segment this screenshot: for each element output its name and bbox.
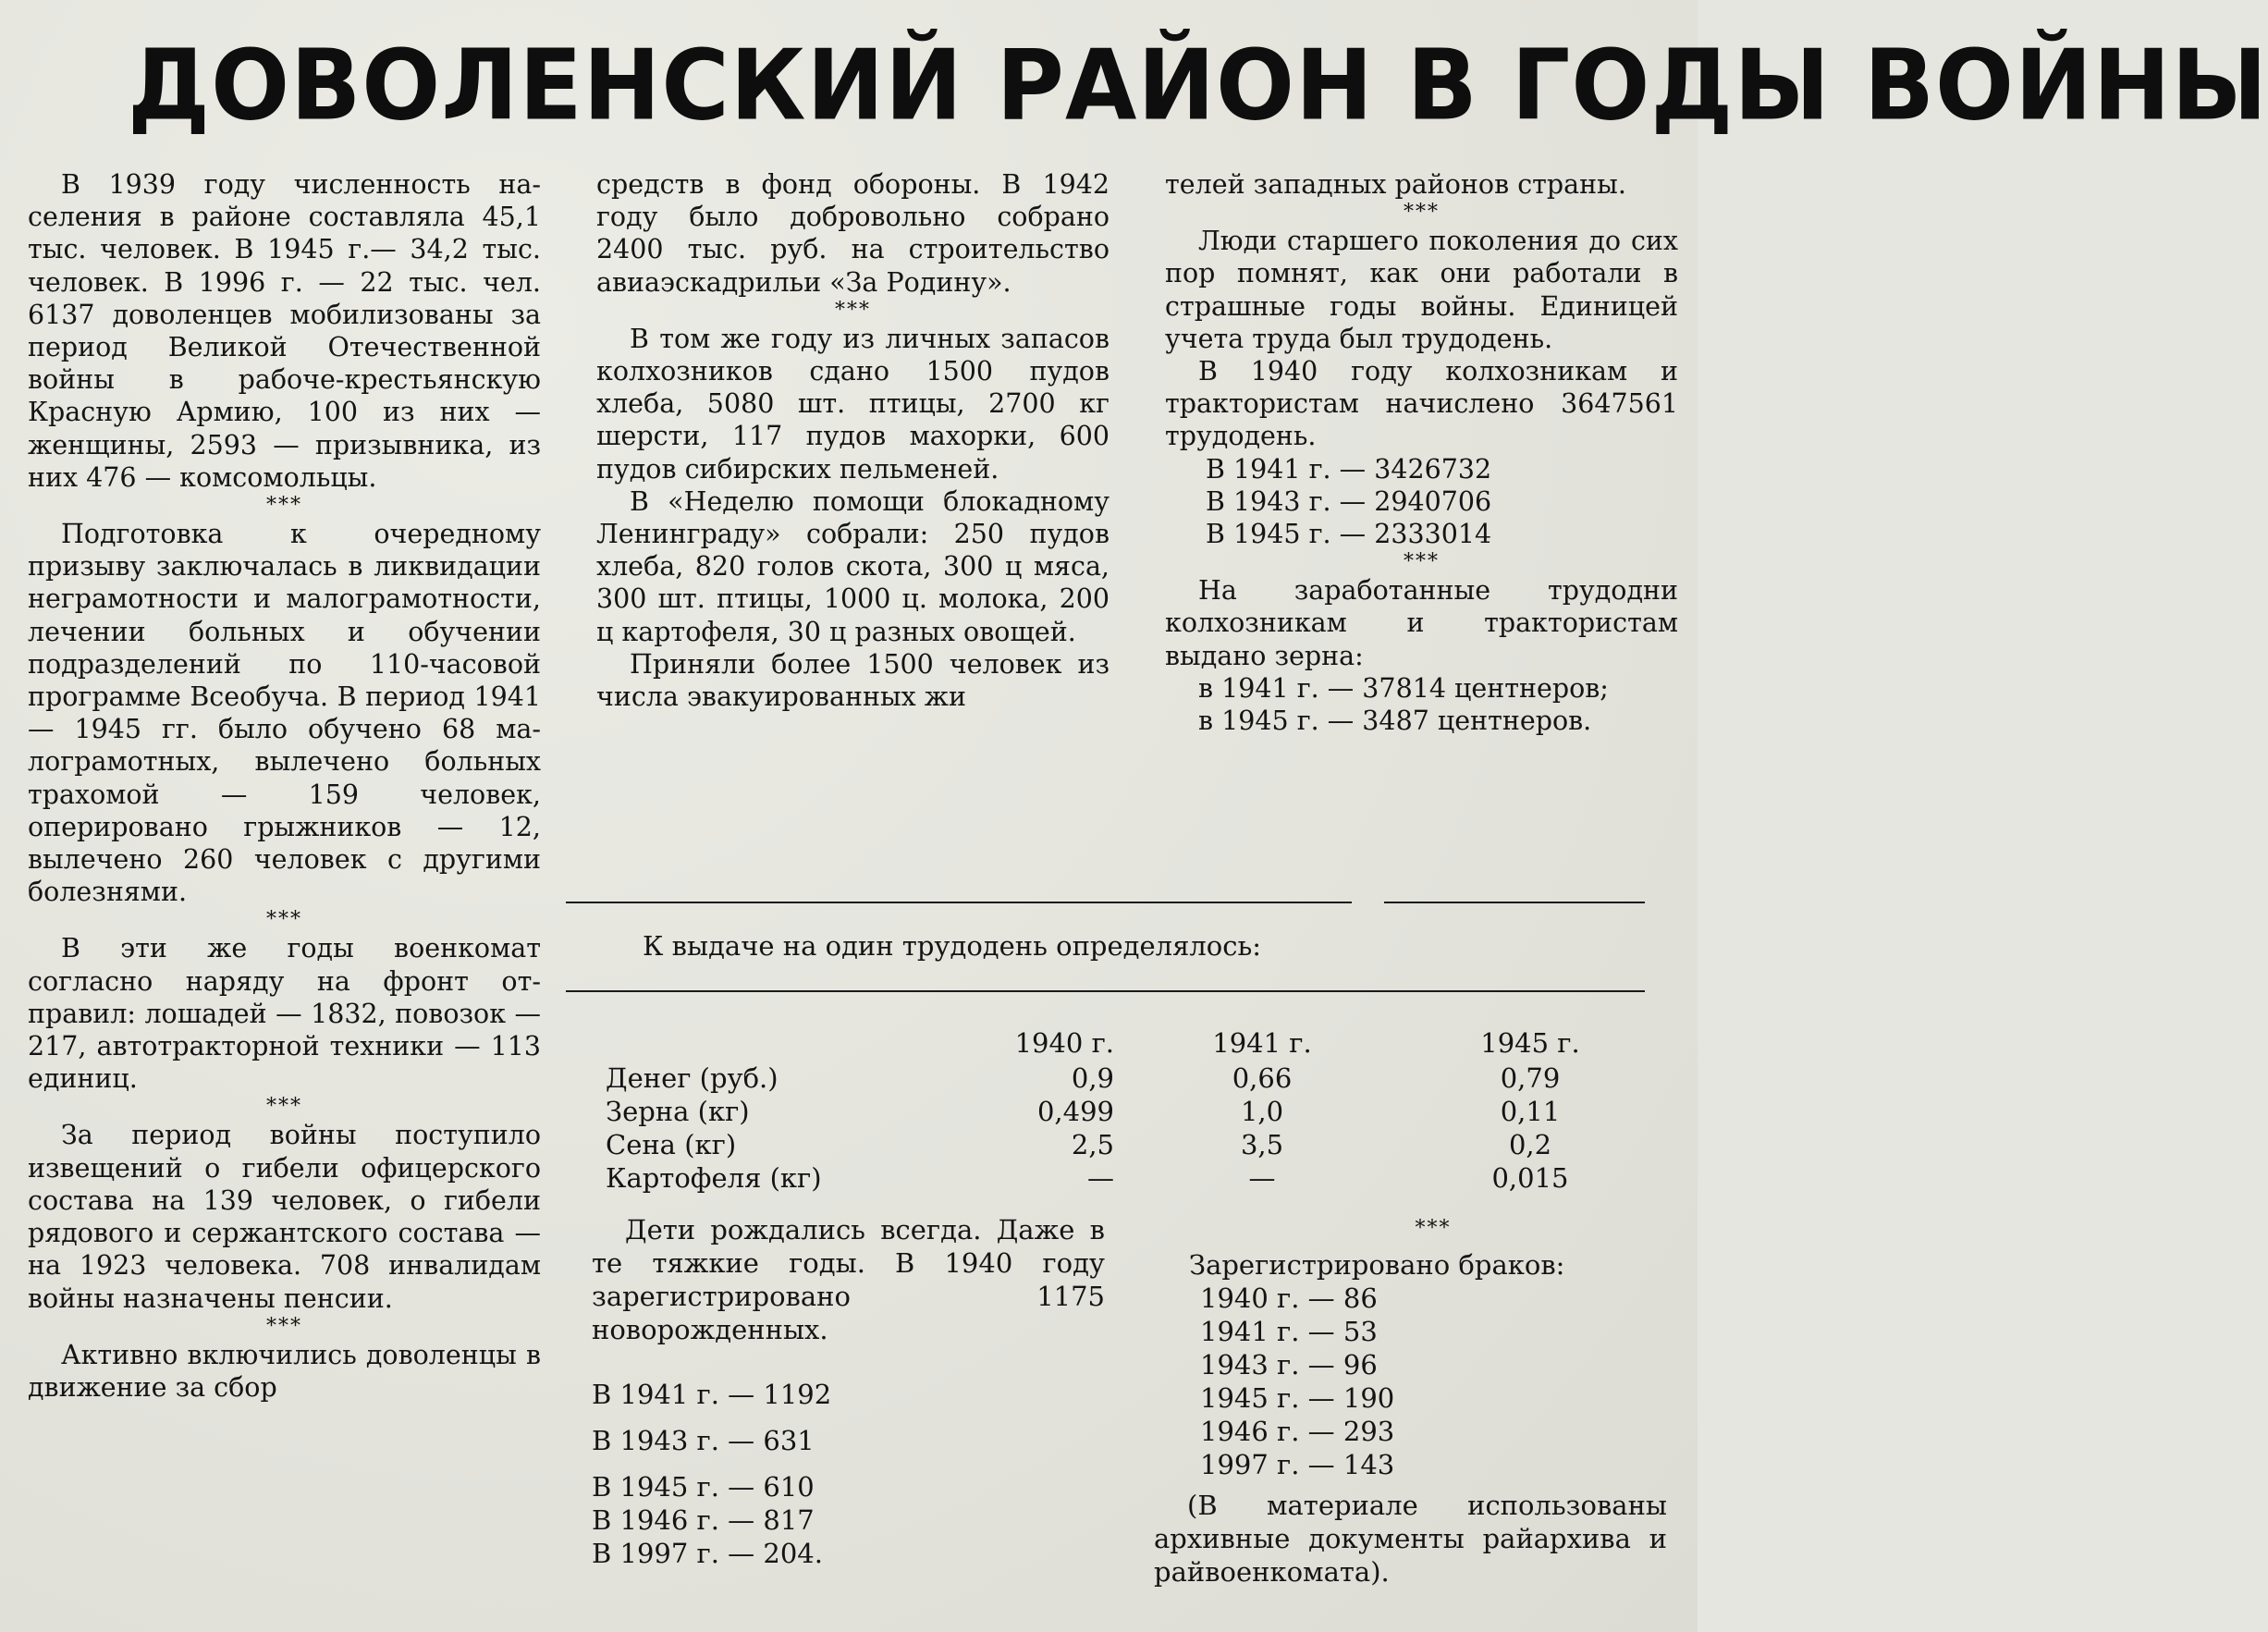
table-cell: 0,499	[1036, 1096, 1114, 1127]
marriages-title: Зарегистрировано браков:	[1189, 1249, 1565, 1281]
paragraph-fund-start: Активно включились доволенцы в движение за сбор	[28, 1339, 541, 1403]
separator-stars: ***	[835, 298, 871, 322]
list-item: В 1946 г. — 817	[592, 1504, 815, 1536]
table-cell: Денег (руб.)	[606, 1062, 778, 1094]
table-caption: К выдаче на один трудодень определялось:	[643, 930, 1262, 962]
list-item: В 1943 г. — 631	[592, 1425, 815, 1456]
marriages-block	[1189, 1248, 1670, 1481]
table-header-cell: 1941 г.	[1212, 1027, 1312, 1059]
table-row	[606, 1061, 1650, 1095]
paragraph-workday-1940: В 1940 году колхозникам и трактористам начислено 3647561 трудодень.	[1165, 356, 1678, 452]
paragraph-grain-1941: в 1941 г. — 37814 центнеров;	[1198, 672, 1609, 704]
list-item: 1945 г. — 190	[1200, 1382, 1395, 1414]
separator-stars: ***	[1404, 550, 1440, 574]
separator-stars: ***	[266, 908, 302, 932]
divider-rule	[566, 902, 1352, 903]
list-item: В 1997 г. — 204.	[592, 1538, 823, 1569]
sources-note	[1154, 1489, 1667, 1589]
table-cell: —	[1087, 1162, 1114, 1194]
list-item: 1943 г. — 96	[1200, 1349, 1378, 1380]
separator-stars: ***	[1404, 201, 1440, 225]
column-2	[596, 168, 1109, 713]
table-cell: Сена (кг)	[606, 1129, 737, 1160]
table-cell: Картофеля (кг)	[606, 1162, 822, 1194]
table-cell: 0,2	[1508, 1129, 1552, 1160]
table-cell: 0,66	[1232, 1062, 1293, 1094]
paragraph-evacuees: Приняли более 1500 человек из числа эвакуированных жи	[596, 648, 1109, 713]
table-header-cell: 1945 г.	[1480, 1027, 1580, 1059]
table-row	[606, 1128, 1650, 1161]
workday-list	[1165, 453, 1678, 551]
workday-rates-table	[606, 1025, 1650, 1195]
list-item: 1997 г. — 143	[1200, 1449, 1395, 1480]
paragraph-workday: Люди старшего поколения до сих пор помнят, как они работали в страшные годы войны. Единицей учета труда был трудодень.	[1165, 226, 1678, 354]
list-item: 1940 г. — 86	[1200, 1282, 1378, 1314]
table-header-cell	[606, 1025, 911, 1061]
births-list	[592, 1378, 1054, 1570]
paragraph-military-office: В эти же годы военкомат согласно наряду на фронт отправил: лошадей — 1832, повозок — 217, автотракторной техники — 113 единиц.	[28, 933, 541, 1095]
table-cell: 2,5	[1071, 1129, 1114, 1160]
table-cell: 3,5	[1240, 1129, 1284, 1160]
column-3	[1165, 168, 1678, 737]
list-item: В 1941 г. — 1192	[592, 1379, 832, 1410]
separator-stars: ***	[266, 494, 302, 518]
table-cell: 0,9	[1071, 1062, 1114, 1094]
paragraph-supplies: В том же году из личных запасов колхозников сдано 1500 пудов хлеба, 5080 шт. птицы, 2700 кг шерсти, 117 пудов махорки, 600 пудов сибирских пельменей.	[596, 323, 1109, 485]
separator-stars: ***	[266, 1314, 302, 1338]
paragraph-births: Дети рождались всегда. Даже в те тяжкие годы. В 1940 году зарегистрировано 1175 новорожденных.	[592, 1214, 1105, 1345]
separator-stars: ***	[266, 1095, 302, 1119]
paragraph-grain: На заработанные трудодни колхозникам и трактористам выдано зерна:	[1165, 575, 1678, 671]
list-item: В 1945 г. — 2333014	[1206, 519, 1492, 550]
paragraph-grain-1945: в 1945 г. — 3487 центнеров.	[1198, 706, 1592, 737]
divider-rule	[566, 990, 1645, 992]
list-item: 1941 г. — 53	[1200, 1316, 1378, 1347]
separator-stars: ***	[1415, 1217, 1452, 1240]
list-item: 1946 г. — 293	[1200, 1416, 1395, 1447]
list-item: В 1941 г. — 3426732	[1206, 453, 1492, 485]
table-cell: 0,11	[1500, 1096, 1561, 1127]
paragraph-training: Подготовка к очередному призыву заключалась в ликвидации неграмотности и малограмотности, лечении больных и обучении подразделений по 110-часовой программе Всеобуча. В период 1941 — 1945 гг. было обучено 68 малограмотных, вылечено больных трахомой — 159 человек, оперировано грыжников — 12, вылечено 260 человек с другими болезнями.	[28, 519, 541, 908]
table-header-row	[606, 1025, 1650, 1061]
paragraph-fund: средств в фонд обороны. В 1942 году было добровольно собрано 2400 тыс. руб. на строительство авиаэскадрильи «За Родину».	[596, 169, 1109, 298]
table-row	[606, 1095, 1650, 1128]
divider-rule	[1384, 902, 1645, 903]
table-cell: Зерна (кг)	[606, 1096, 750, 1127]
headline: ДОВОЛЕНСКИЙ РАЙОН В ГОДЫ ВОЙНЫ	[128, 29, 2268, 142]
paragraph-evacuees-end: телей западных районов страны.	[1165, 169, 1626, 200]
list-item: В 1943 г. — 2940706	[1206, 485, 1492, 517]
list-item: В 1945 г. — 610	[592, 1471, 815, 1503]
paragraph-losses: За период войны поступило извещений о гибели офицерского состава на 139 человек, о гибели рядового и сержантского состава — на 1923 человека. 708 инвалидам войны назначены пенсии.	[28, 1120, 541, 1314]
table-row	[606, 1161, 1650, 1195]
paragraph-population: В 1939 году численность населения в районе составляла 45,1 тыс. человек. В 1945 г.— 34,2 тыс. человек. В 1996 г. — 22 тыс. чел. 6137 доволенцев мобилизованы за период Великой Отечественной войны в рабоче-крестьянскую Красную Армию, 100 из них — женщины, 2593 — призывника, из них 476 — комсомольцы.	[28, 169, 541, 493]
paragraph-leningrad: В «Неделю помощи блокадному Ленинграду» собрали: 250 пудов хлеба, 820 голов скота, 300 ц мяса, 300 шт. птицы, 1000 ц. молока, 200 ц картофеля, 30 ц разных овощей.	[596, 485, 1109, 647]
column-1	[28, 168, 541, 1404]
births-block	[592, 1213, 1105, 1346]
table-cell: 0,79	[1500, 1062, 1561, 1094]
table-header-cell: 1940 г.	[1014, 1027, 1114, 1059]
table-cell: —	[1248, 1162, 1276, 1194]
table-cell: 0,015	[1491, 1162, 1569, 1194]
paragraph-sources: (В материале использованы архивные документы райархива и райвоенкомата).	[1154, 1490, 1667, 1588]
table-cell: 1,0	[1240, 1096, 1284, 1127]
